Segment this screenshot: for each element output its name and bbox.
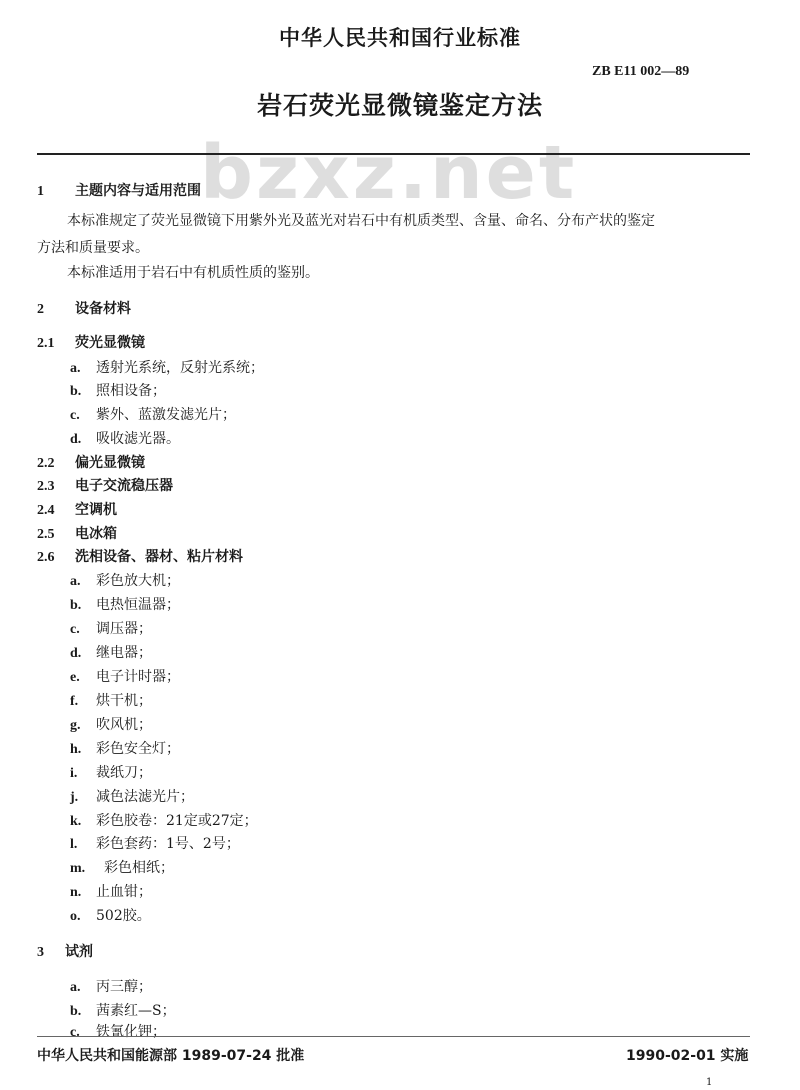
item-marker: a.: [70, 361, 81, 376]
list-item: [70, 1000, 176, 1020]
item-text: 电热恒温器；: [96, 597, 180, 613]
item-marker: b.: [70, 384, 82, 399]
section-2-heading: [37, 298, 131, 318]
paragraph: 本标准适用于岩石中有机质性质的鉴别。: [67, 265, 319, 281]
list-item: [70, 905, 151, 925]
section-2-6-heading: [37, 546, 243, 566]
item-text: 吹风机；: [96, 717, 152, 733]
item-marker: l.: [70, 837, 78, 852]
item-marker: d.: [70, 432, 82, 447]
item-text: 吸收滤光器。: [96, 431, 180, 447]
list-item: [70, 714, 152, 734]
section-title: 主题内容与适用范围: [75, 183, 201, 199]
item-text: 减色法滤光片；: [96, 789, 194, 805]
list-item: [70, 642, 152, 662]
item-text: 调压器；: [96, 621, 152, 637]
list-item: [70, 690, 152, 710]
item-marker: b.: [70, 598, 82, 613]
header-divider: [37, 153, 750, 155]
standard-organization: 中华人民共和国行业标准: [279, 26, 521, 50]
section-number: 2.3: [37, 479, 55, 494]
list-item: [70, 786, 194, 806]
section-title: 偏光显微镜: [75, 455, 145, 471]
item-text: 502胶。: [96, 908, 151, 924]
item-text: 彩色放大机；: [96, 573, 180, 589]
standard-code: ZB E11 002—89: [592, 64, 690, 79]
item-text: 彩色相纸；: [104, 860, 174, 876]
paragraph: 本标准规定了荧光显微镜下用紫外光及蓝光对岩石中有机质类型、含量、命名、分布产状的鉴定: [67, 213, 655, 229]
item-text: 彩色胶卷：21定或27定；: [96, 813, 258, 829]
item-marker: h.: [70, 742, 82, 757]
section-title: 电子交流稳压器: [75, 478, 173, 494]
section-2-4-heading: [37, 499, 117, 519]
item-marker: j.: [70, 790, 79, 805]
item-marker: k.: [70, 814, 82, 829]
item-text: 止血钳；: [96, 884, 152, 900]
section-number: 2.1: [37, 336, 55, 351]
item-text: 茜素红—S；: [96, 1003, 176, 1019]
section-1-heading: [37, 180, 201, 200]
list-item: [70, 1021, 166, 1041]
item-marker: c.: [70, 408, 80, 423]
list-item: [70, 570, 180, 590]
list-item: [70, 618, 152, 638]
footer-divider: [37, 1036, 750, 1037]
approval-line: 中华人民共和国能源部 1989-07-24 批准: [37, 1048, 305, 1064]
item-text: 彩色套药：1号、2号；: [96, 836, 240, 852]
section-title: 电冰箱: [75, 526, 117, 542]
item-text: 照相设备；: [96, 383, 166, 399]
item-marker: a.: [70, 980, 81, 995]
list-item: [70, 404, 236, 424]
document-title: 岩石荧光显微镜鉴定方法: [256, 91, 543, 120]
section-number: 2.2: [37, 456, 55, 471]
section-number: 2: [37, 302, 44, 317]
section-title: 设备材料: [75, 301, 131, 317]
item-text: 铁氰化钾；: [96, 1024, 166, 1040]
list-item: [70, 833, 240, 853]
section-number: 1: [37, 184, 44, 199]
item-text: 透射光系统，反射光系统；: [96, 360, 264, 376]
section-number: 2.4: [37, 503, 55, 518]
section-title: 荧光显微镜: [75, 335, 145, 351]
list-item: [70, 666, 180, 686]
list-item: [70, 594, 180, 614]
list-item: [70, 357, 264, 377]
section-number: 2.6: [37, 550, 55, 565]
item-marker: i.: [70, 766, 78, 781]
list-item: [70, 857, 174, 877]
item-marker: d.: [70, 646, 82, 661]
list-item: [70, 738, 180, 758]
section-number: 3: [37, 945, 44, 960]
item-text: 紫外、蓝激发滤光片；: [96, 407, 236, 423]
section-2-2-heading: [37, 452, 145, 472]
item-marker: a.: [70, 574, 81, 589]
item-text: 裁纸刀；: [96, 765, 152, 781]
page-number: 1: [706, 1077, 713, 1088]
item-marker: c.: [70, 1025, 80, 1040]
item-marker: g.: [70, 718, 81, 733]
paragraph: 方法和质量要求。: [37, 240, 149, 256]
implementation-date: 1990-02-01 实施: [626, 1048, 749, 1064]
section-2-3-heading: [37, 475, 173, 495]
item-marker: n.: [70, 885, 82, 900]
list-item: [70, 428, 180, 448]
item-marker: m.: [70, 861, 86, 876]
item-marker: o.: [70, 909, 81, 924]
item-text: 烘干机；: [96, 693, 152, 709]
section-number: 2.5: [37, 527, 55, 542]
list-item: [70, 976, 152, 996]
watermark: bzxz.net: [200, 130, 578, 216]
list-item: [70, 762, 152, 782]
section-title: 试剂: [65, 944, 93, 960]
item-text: 丙三醇；: [96, 979, 152, 995]
item-marker: b.: [70, 1004, 82, 1019]
section-title: 洗相设备、器材、粘片材料: [75, 549, 243, 565]
item-text: 继电器；: [96, 645, 152, 661]
section-title: 空调机: [75, 502, 117, 518]
section-3-heading: [37, 941, 93, 961]
item-marker: f.: [70, 694, 79, 709]
list-item: [70, 380, 166, 400]
list-item: [70, 881, 152, 901]
item-marker: c.: [70, 622, 80, 637]
list-item: [70, 810, 258, 830]
section-2-5-heading: [37, 523, 117, 543]
item-text: 电子计时器；: [96, 669, 180, 685]
item-marker: e.: [70, 670, 80, 685]
item-text: 彩色安全灯；: [96, 741, 180, 757]
section-2-1-heading: [37, 332, 145, 352]
